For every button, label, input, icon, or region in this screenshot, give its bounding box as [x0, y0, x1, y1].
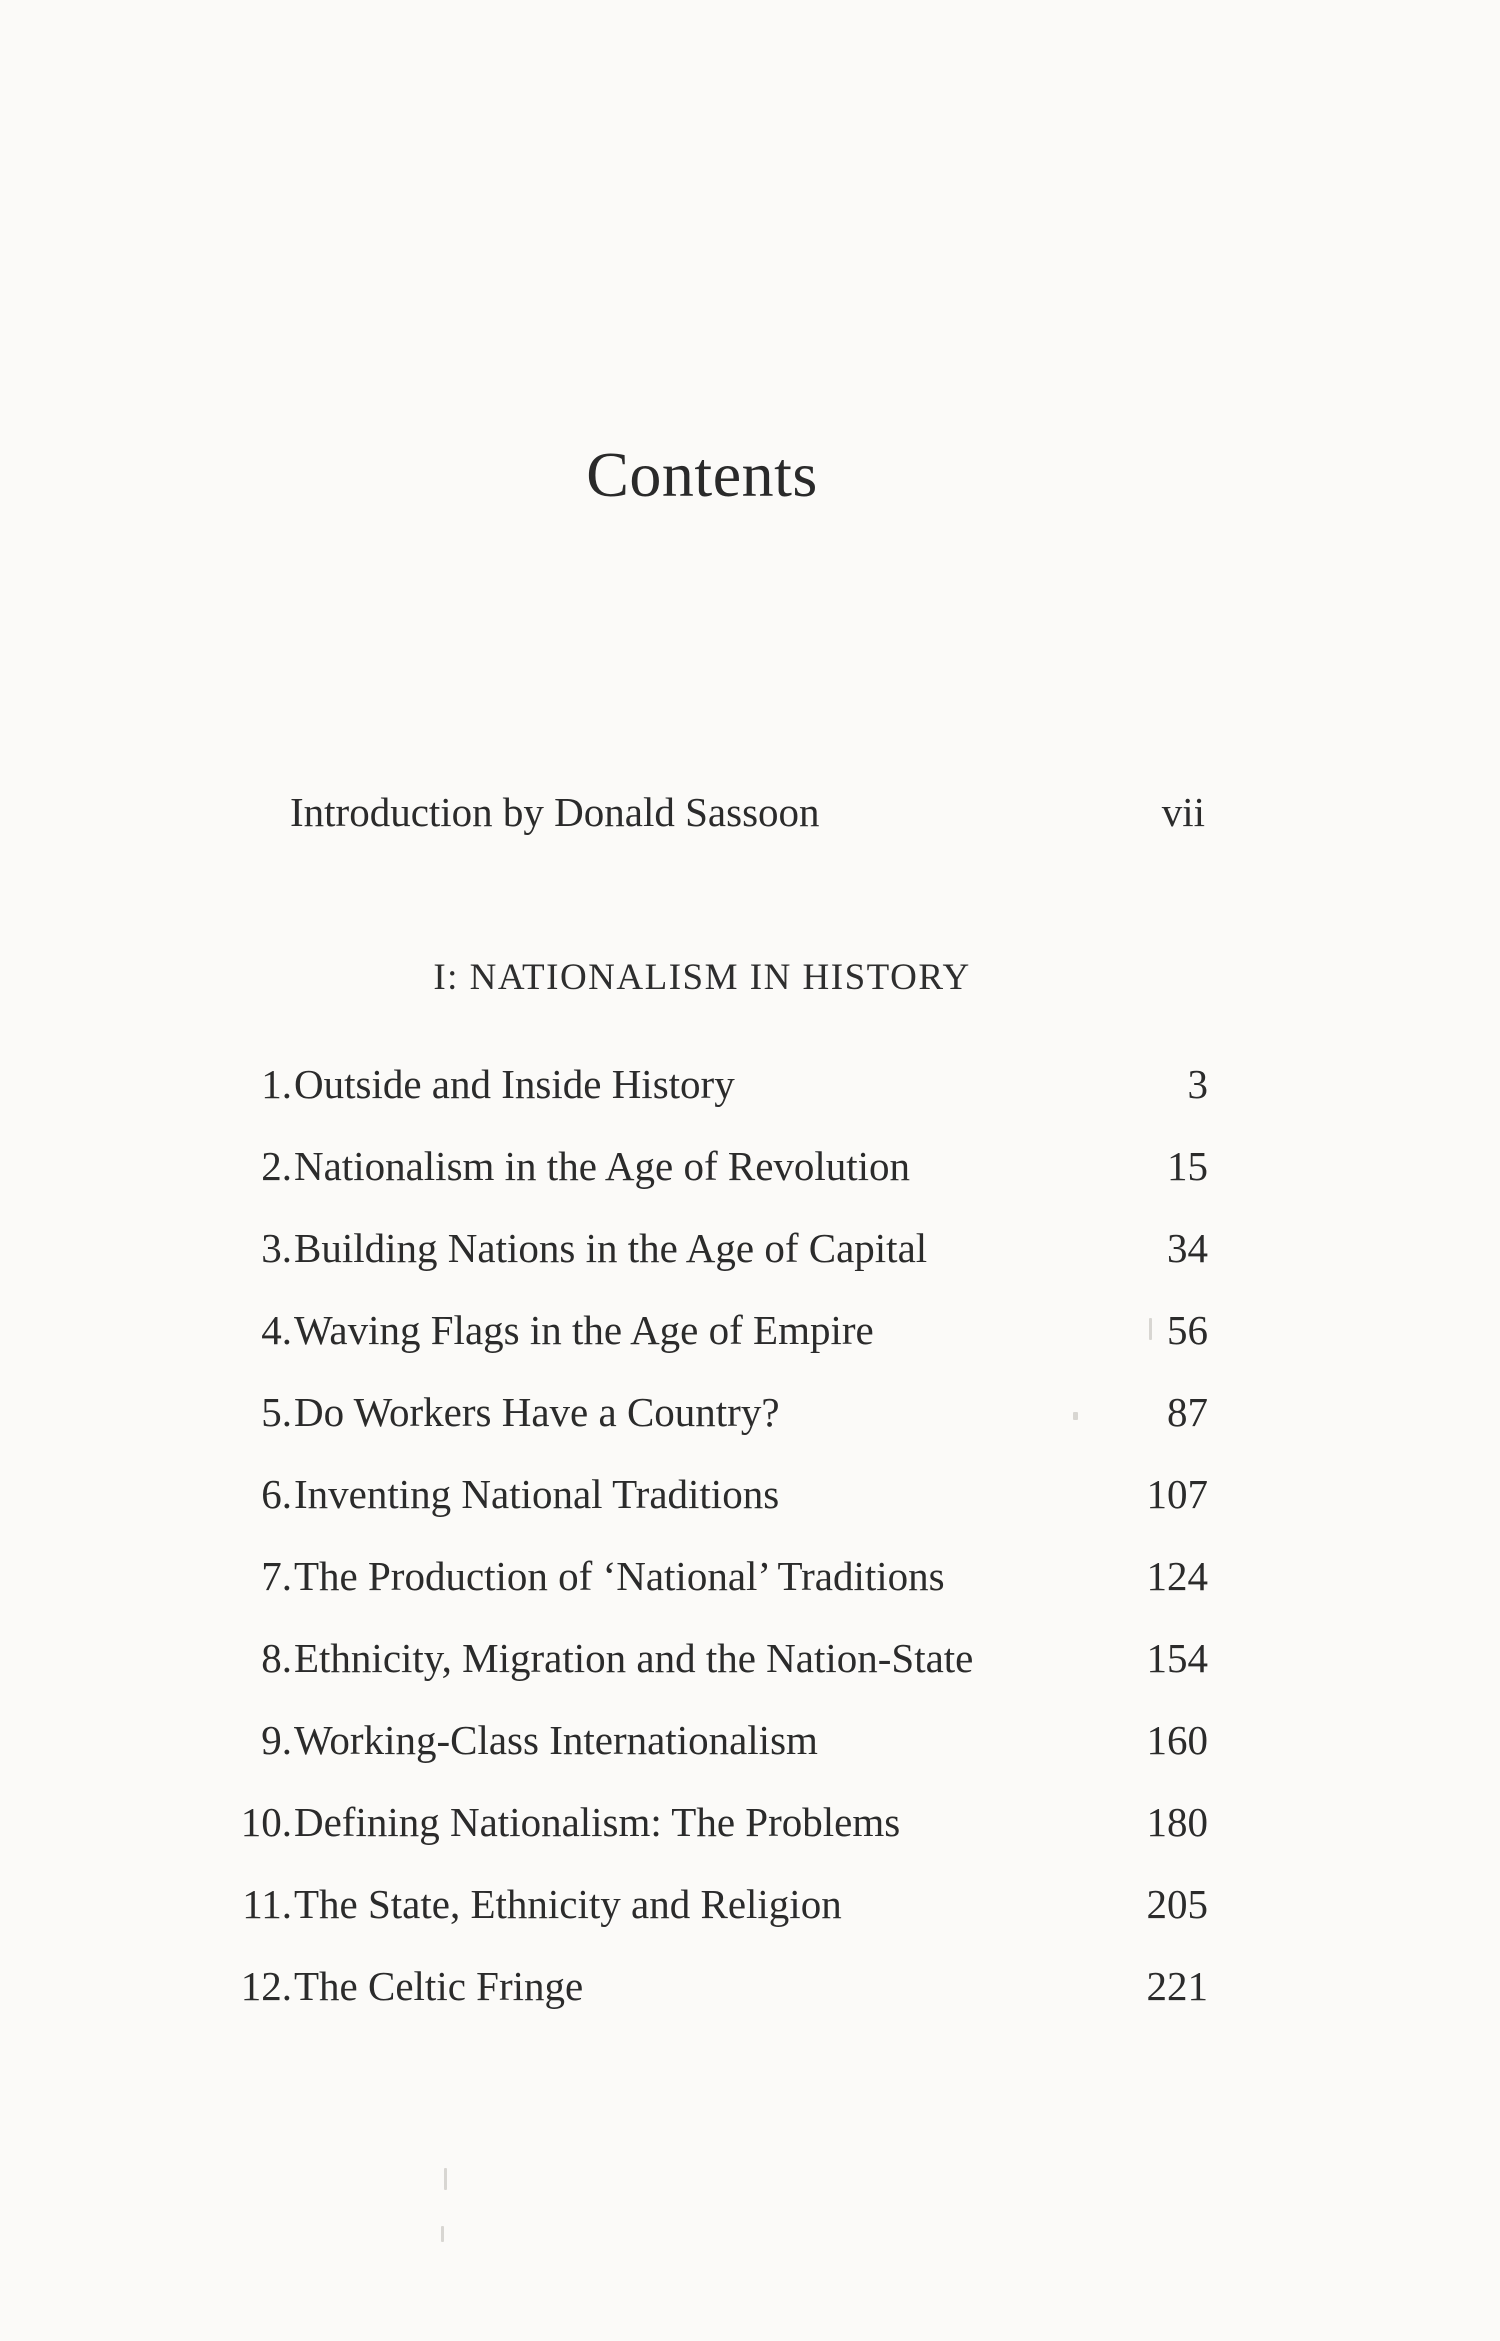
toc-entry[interactable] — [200, 1464, 1208, 1546]
toc-entry[interactable] — [200, 1628, 1208, 1710]
introduction-title: Introduction by Donald Sassoon — [290, 789, 820, 835]
toc-entry-number: 12. — [240, 1963, 292, 2009]
scan-mark — [441, 2226, 444, 2242]
toc-entry-number: 2. — [261, 1143, 292, 1189]
toc-list — [200, 1054, 1208, 2038]
scan-mark — [1073, 1412, 1078, 1420]
toc-entry-title: Outside and Inside History — [294, 1061, 735, 1107]
toc-entry-page-number: 154 — [1146, 1635, 1208, 1681]
toc-entry-number: 4. — [261, 1307, 292, 1353]
toc-entry-title: Nationalism in the Age of Revolution — [294, 1143, 911, 1189]
toc-entry-page-number: 34 — [1167, 1225, 1208, 1271]
toc-entry-title: The State, Ethnicity and Religion — [294, 1881, 842, 1927]
toc-entry-title: Defining Nationalism: The Problems — [294, 1799, 901, 1845]
toc-entry[interactable] — [200, 1054, 1208, 1136]
toc-entry[interactable] — [200, 1382, 1208, 1464]
toc-entry-page-number: 160 — [1146, 1717, 1208, 1763]
toc-entry-title: Do Workers Have a Country? — [294, 1389, 780, 1435]
toc-entry[interactable] — [200, 1136, 1208, 1218]
toc-entry-page-number: 221 — [1146, 1963, 1208, 2009]
toc-entry-title: The Production of ‘National’ Traditions — [294, 1553, 945, 1599]
toc-entry[interactable] — [200, 1300, 1208, 1382]
toc-entry-page-number: 3 — [1187, 1061, 1208, 1107]
toc-entry-number: 5. — [261, 1389, 292, 1435]
toc-entry-page-number: 124 — [1146, 1553, 1208, 1599]
toc-entry-number: 11. — [242, 1881, 292, 1927]
toc-entry[interactable] — [200, 1546, 1208, 1628]
toc-entry-title: Working-Class Internationalism — [294, 1717, 818, 1763]
toc-entry[interactable] — [200, 1710, 1208, 1792]
toc-entry-number: 10. — [240, 1799, 292, 1845]
toc-entry-page-number: 205 — [1146, 1881, 1208, 1927]
scan-mark — [1149, 1318, 1152, 1340]
toc-entry-page-number: 56 — [1167, 1307, 1208, 1353]
toc-entry-page-number: 87 — [1167, 1389, 1208, 1435]
toc-entry[interactable] — [200, 1218, 1208, 1300]
toc-entry-number: 7. — [261, 1553, 292, 1599]
introduction-page-number: vii — [1161, 789, 1205, 835]
toc-entry-title: Waving Flags in the Age of Empire — [294, 1307, 874, 1353]
toc-entry-page-number: 15 — [1167, 1143, 1208, 1189]
toc-entry[interactable] — [200, 1792, 1208, 1874]
toc-entry-title: Ethnicity, Migration and the Nation-State — [294, 1635, 974, 1681]
page-title: Contents — [586, 439, 818, 510]
introduction-entry[interactable] — [290, 788, 1205, 858]
toc-entry-page-number: 180 — [1146, 1799, 1208, 1845]
toc-entry-number: 9. — [261, 1717, 292, 1763]
toc-entry-number: 1. — [261, 1061, 292, 1107]
toc-entry-title: The Celtic Fringe — [294, 1963, 584, 2009]
scan-mark — [444, 2168, 447, 2190]
toc-entry-page-number: 107 — [1146, 1471, 1208, 1517]
toc-entry-number: 3. — [261, 1225, 292, 1271]
toc-entry-title: Building Nations in the Age of Capital — [294, 1225, 928, 1271]
toc-entry[interactable] — [200, 1956, 1208, 2038]
toc-entry-number: 8. — [261, 1635, 292, 1681]
toc-entry-title: Inventing National Traditions — [294, 1471, 780, 1517]
toc-entry-number: 6. — [261, 1471, 292, 1517]
section-heading: I: NATIONALISM IN HISTORY — [433, 957, 971, 998]
toc-entry[interactable] — [200, 1874, 1208, 1956]
